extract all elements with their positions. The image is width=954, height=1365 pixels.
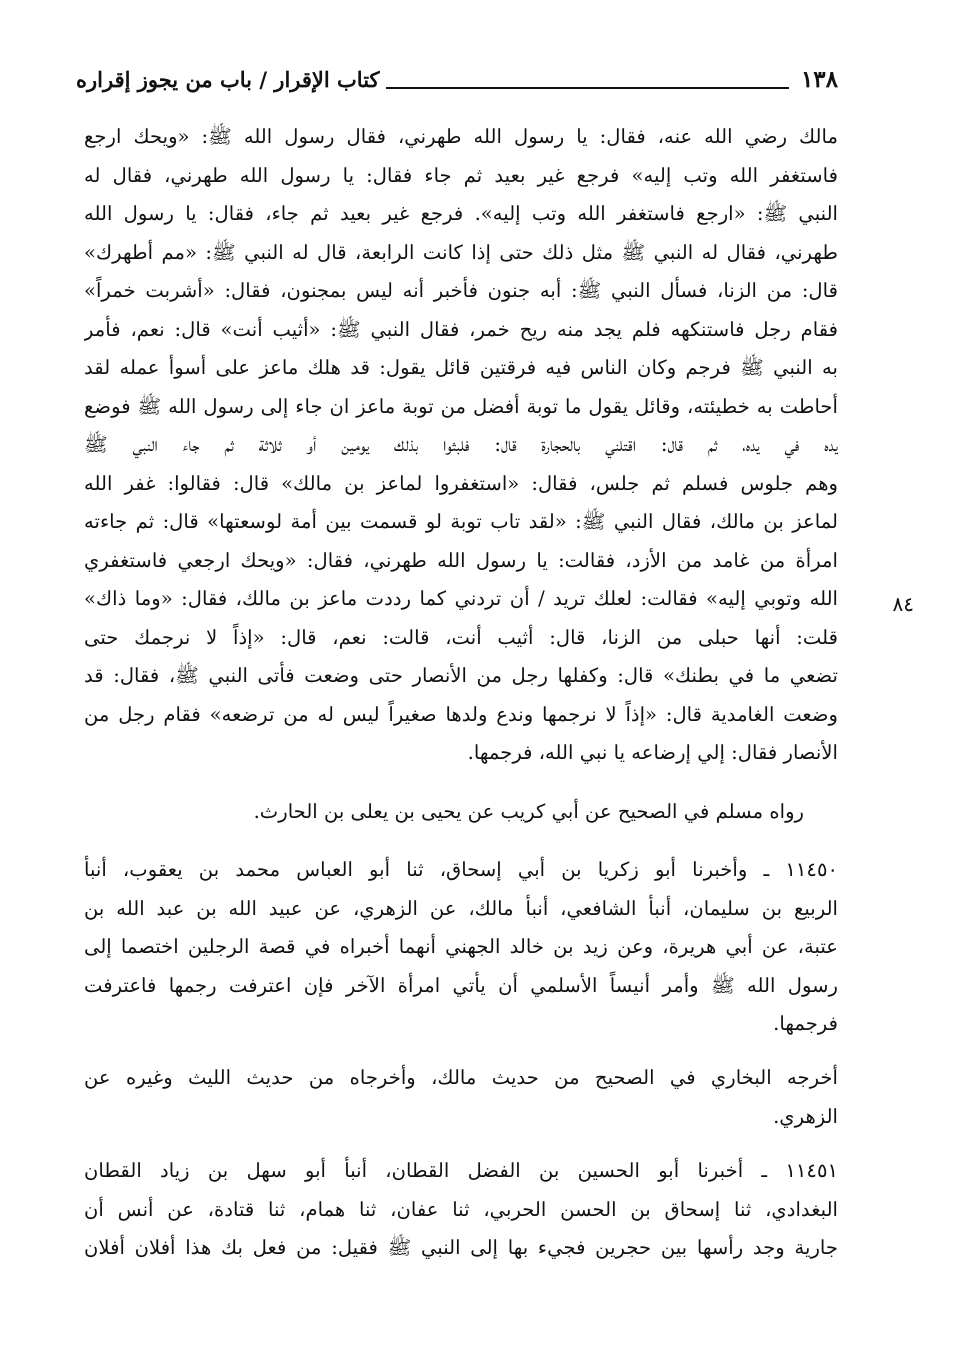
text-line: الله وتوبي إليه» فقالت: لعلك تريد / أن تردني كما رددت ماعز بن مالك، فقال: «وما ذاك» <box>84 587 838 610</box>
hadith-1451 <box>84 1152 838 1268</box>
text-line: فاستغفر الله وتب إليه» فرجع غير بعيد ثم جاء فقال: يا رسول الله طهرني، فقال له <box>84 163 838 187</box>
chapter-title: كتاب الإقرار / باب من يجوز إقراره <box>76 66 380 92</box>
text-line: مالك رضي الله عنه، فقال: يا رسول الله طهرني، فقال رسول الله ﷺ: «ويحك ارجع <box>84 125 838 148</box>
text-line: لماعز بن مالك، فقال النبي ﷺ: «لقد تاب توبة لو قسمت بين أمة لوسعتها» قال: ثم جاءته <box>84 510 838 533</box>
text-line: عتبة، عن أبي هريرة، وعن زيد بن خالد الجهني أنهما أخبراه في قصة الرجلين اختصما إلى <box>84 935 838 958</box>
page-header <box>76 58 838 100</box>
text-line: يده في يده، ثم قال: اقتلني بالحجارة قال: فلبثوا بذلك يومين أو ثلاثة ثم جاء النبي ﷺ <box>84 433 838 456</box>
text-line: تضعي ما في بطنك» قال: وكفلها رجل من الأنصار حتى وضعت فأتى النبي ﷺ، فقال: قد <box>84 664 838 687</box>
source-note-2 <box>84 1059 838 1136</box>
text-line: جارية وجد رأسها بين حجرين فجيء بها إلى النبي ﷺ فقيل: من فعل بك هذا أفلان أفلان <box>84 1236 838 1259</box>
text-line: رسول الله ﷺ وأمر أنيساً الأسلمي أن يأتي امرأة الآخر فإن اعترفت رجمها فاعترفت <box>84 973 838 997</box>
text-line: النبي ﷺ: «ارجع فاستغفر الله وتب إليه». فرجع غير بعيد ثم جاء، فقال: يا رسول الله <box>84 202 838 225</box>
text-line: الزهري. <box>773 1104 838 1128</box>
text-line: طهرني، فقال له النبي ﷺ مثل ذلك حتى إذا كانت الرابعة، قال له النبي ﷺ: «مم أطهرك» <box>84 240 838 264</box>
text-line: فرجمها. <box>773 1012 838 1035</box>
text-line: به النبي ﷺ فرجم وكان الناس فيه فرقتين قائل يقول: قد هلك ماعز على أسوأ عمله لقد <box>84 356 838 379</box>
text-line: قال: من الزنا، فسأل النبي ﷺ: أبه جنون فأخبر أنه ليس بمجنون، فقال: «أشربت خمراً» <box>84 279 838 302</box>
text-line: قلت: أنها حبلى من الزنا، قال: أثيب أنت، قالت: نعم، قال: «إذاً لا نرجمك حتى <box>84 625 838 649</box>
page-number: ١٣٨ <box>800 65 838 93</box>
source-note-1: رواه مسلم في الصحيح عن أبي كريب عن يحيى بن يعلى بن الحارث. <box>253 800 804 823</box>
text-line: فقام رجل فاستنكهه فلم يجد منه ريح خمر، فقال النبي ﷺ: «أثيب أنت» قال: نعم، فأمر <box>84 317 838 341</box>
text-line: أحاطت به خطيئته، وقائل يقول ما توبة أفضل من توبة ماعز ان جاء إلى رسول الله ﷺ فوضع <box>84 394 838 418</box>
header-rule <box>386 69 789 89</box>
text-line: الربيع بن سليمان، أنبأ الشافعي، أنبأ مالك، عن الزهري، عن عبيد الله بن عبد الله بن <box>84 896 838 920</box>
hadith-text-section-1 <box>84 118 838 773</box>
text-line: البغدادي، ثنا إسحاق بن الحسن الحربي، ثنا عفان، ثنا همام، ثنا قتادة، عن أنس أن <box>84 1197 838 1221</box>
text-line: وضعت الغامدية قال: «إذاً لا نرجمها وندع ولدها صغيراً ليس له من ترضعه» فقام رجل من <box>84 702 838 726</box>
text-line: ١١٤٥١ ـ أخبرنا أبو الحسين بن الفضل القطان، أنبأ أبو سهل بن زياد القطان <box>84 1159 838 1182</box>
margin-folio-number: ٨٤ <box>892 592 914 616</box>
text-line: وهم جلوس فسلم ثم جلس، فقال: «استغفروا لماعز بن مالك» قال: فقالوا: غفر الله <box>84 471 838 495</box>
text-line: الأنصار فقال: إلي إرضاعه يا نبي الله، فرجمها. <box>467 741 838 764</box>
text-line: أخرجه البخاري في الصحيح من حديث مالك، وأخرجاه من حديث الليث وغيره عن <box>84 1066 838 1089</box>
text-line: امرأة من غامد من الأزد، فقالت: يا رسول الله طهرني، فقال: «ويحك ارجعي فاستغفري <box>84 548 838 572</box>
text-line: ١١٤٥٠ ـ وأخبرنا أبو زكريا بن أبي إسحاق، ثنا أبو العباس محمد بن يعقوب، أنبأ <box>84 858 838 881</box>
hadith-1450 <box>84 851 838 1044</box>
